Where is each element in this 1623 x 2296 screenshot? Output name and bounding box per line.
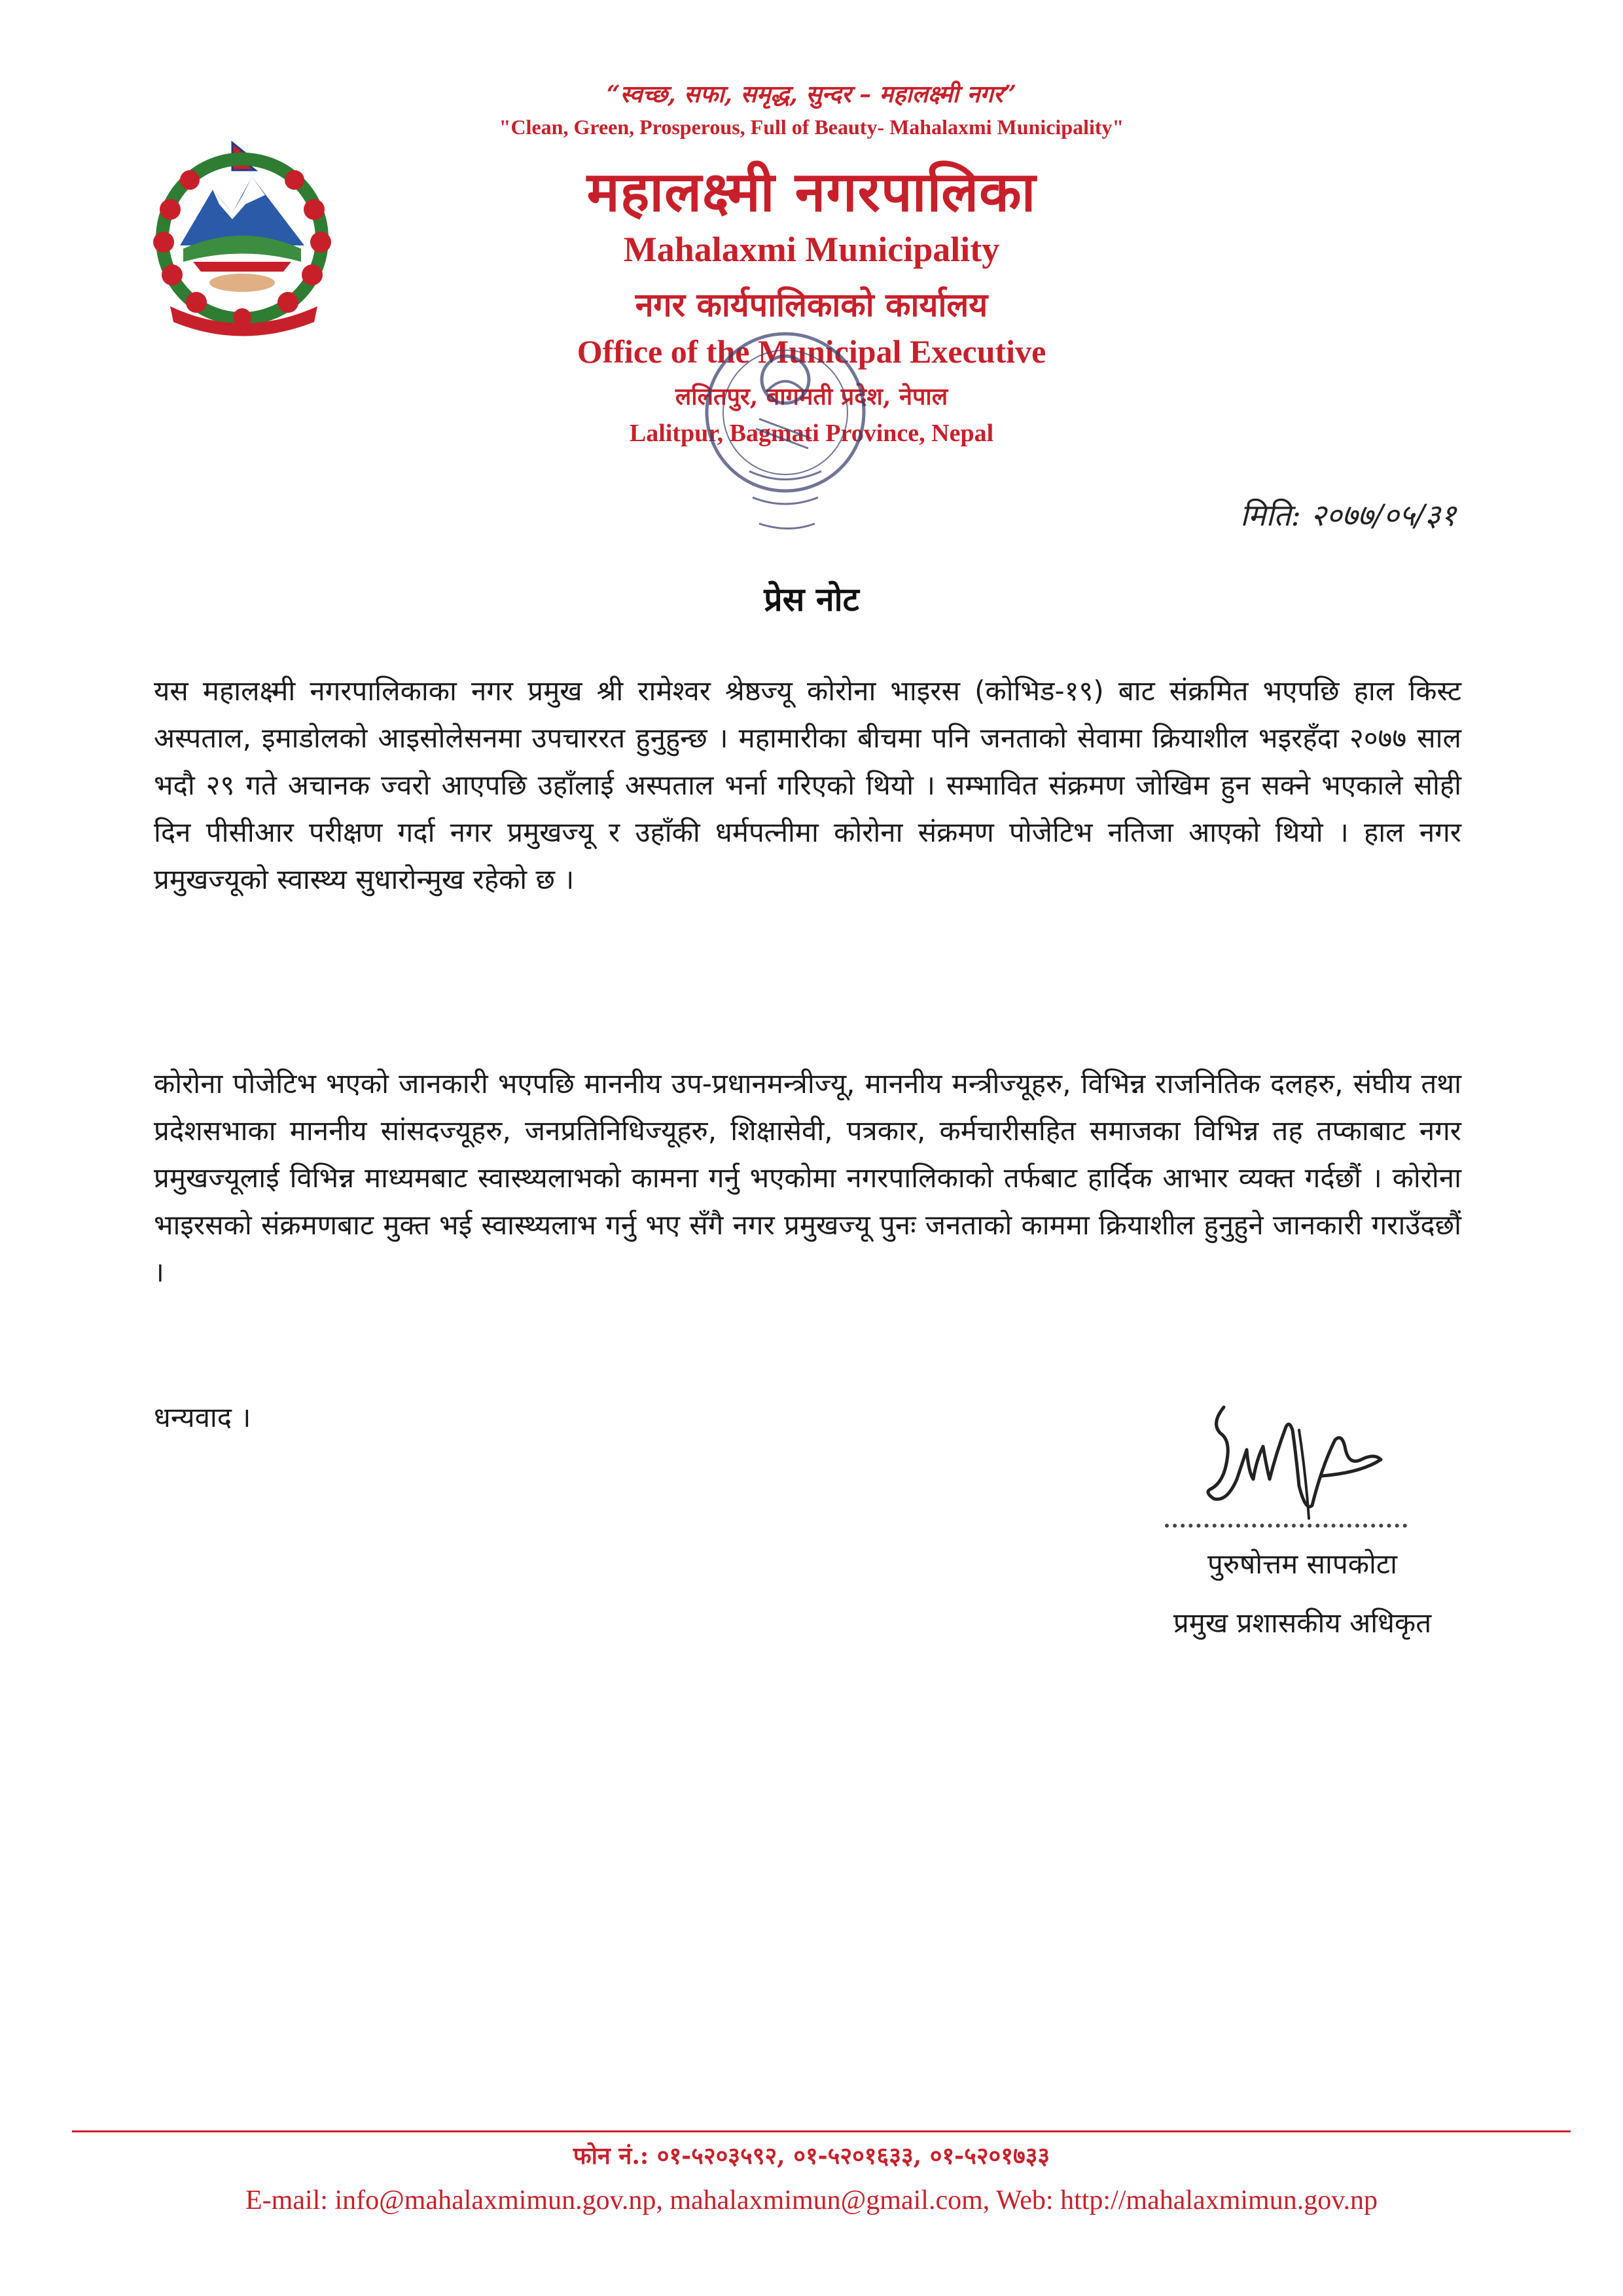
body-paragraph-1: यस महालक्ष्मी नगरपालिकाका नगर प्रमुख श्री रामेश्वर श्रेष्ठज्यू कोरोना भाइरस (कोभिड-१९) बाट संक्रमित भएपछि हाल किस्ट अस्पताल, इमाडोलको आइसोलेसनमा उपचाररत हुनुहुन्छ । महामारीका बीचमा पनि जनताको सेवामा क्रियाशील भइरहँदा २०७७ साल भदौ २९ गते अचानक ज्वरो आएपछि उहाँलाई अस्पताल भर्ना गरिएको थियो । सम्भावित संक्रमण जोखिम हुन सक्ने भएकाले सोही दिन पीसीआर परीक्षण गर्दा नगर प्रमुखज्यू र उहाँकी धर्मपत्नीमा कोरोना संक्रमण पोजेटिभ नतिजा आएको थियो । हाल नगर प्रमुखज्यूको स्वास्थ्य सुधारोन्मुख रहेको छ । bbox=[154, 675, 1461, 895]
footer-divider bbox=[72, 2130, 1571, 2132]
office-name-english: Office of the Municipal Executive bbox=[577, 333, 1046, 370]
address-english: Lalitpur, Bagmati Province, Nepal bbox=[629, 420, 994, 447]
slogan-english: "Clean, Green, Prosperous, Full of Beauty- Mahalaxmi Municipality" bbox=[499, 115, 1124, 139]
municipality-name-nepali: महालक्ष्मी नगरपालिका bbox=[586, 159, 1037, 224]
closing-thanks: धन्यवाद । bbox=[154, 1401, 251, 1433]
signature-line bbox=[1165, 1524, 1407, 1528]
slogan-nepali: “स्वच्छ, सफा, समृद्ध, सुन्दर – महालक्ष्मी नगर” bbox=[606, 81, 1017, 108]
signatory-title: प्रमुख प्रशासकीय अधिकृत bbox=[1173, 1607, 1432, 1639]
document-date: मिति: २०७७/०५/३१ bbox=[1240, 497, 1456, 533]
document-title: प्रेस नोट bbox=[764, 581, 859, 619]
municipality-name-english: Mahalaxmi Municipality bbox=[623, 230, 1000, 269]
office-stamp-icon bbox=[681, 308, 890, 556]
signatory-name: पुरुषोत्तम सापकोटा bbox=[1207, 1548, 1397, 1580]
footer-contact-info: E-mail: info@mahalaxmimun.gov.np, mahalaxmimun@gmail.com, Web: http://mahalaxmimun.gov.np bbox=[245, 2185, 1378, 2215]
nepal-emblem-icon bbox=[134, 131, 353, 340]
office-name-nepali: नगर कार्यपालिकाको कार्यालय bbox=[635, 285, 988, 324]
footer-phone-numbers: फोन नं.: ०१-५२०३५९२, ०१-५२०१६३३, ०१-५२०१७३३ bbox=[573, 2142, 1050, 2170]
address-nepali: ललितपुर, बागमती प्रदेश, नेपाल bbox=[675, 383, 948, 410]
handwritten-signature-icon bbox=[1165, 1361, 1427, 1558]
body-paragraph-2: कोरोना पोजेटिभ भएको जानकारी भएपछि माननीय उप-प्रधानमन्त्रीज्यू, माननीय मन्त्रीज्यूहरु, विभिन्न राजनितिक दलहरु, संघीय तथा प्रदेशसभाका माननीय सांसदज्यूहरु, जनप्रतिनिधिज्यूहरु, शिक्षासेवी, पत्रकार, कर्मचारीसहित समाजका विभिन्न तह तप्काबाट नगर प्रमुखज्यूलाई विभिन्न माध्यमबाट स्वास्थ्यलाभको कामना गर्नु भएकोमा नगरपालिकाको तर्फबाट हार्दिक आभार व्यक्त गर्दछौं । कोरोना भाइरसको संक्रमणबाट मुक्त भई स्वास्थ्यलाभ गर्नु भए सँगै नगर प्रमुखज्यू पुनः जनताको काममा क्रियाशील हुनुहुने जानकारी गराउँदछौं । bbox=[154, 1067, 1461, 1288]
letterhead bbox=[0, 0, 1623, 497]
